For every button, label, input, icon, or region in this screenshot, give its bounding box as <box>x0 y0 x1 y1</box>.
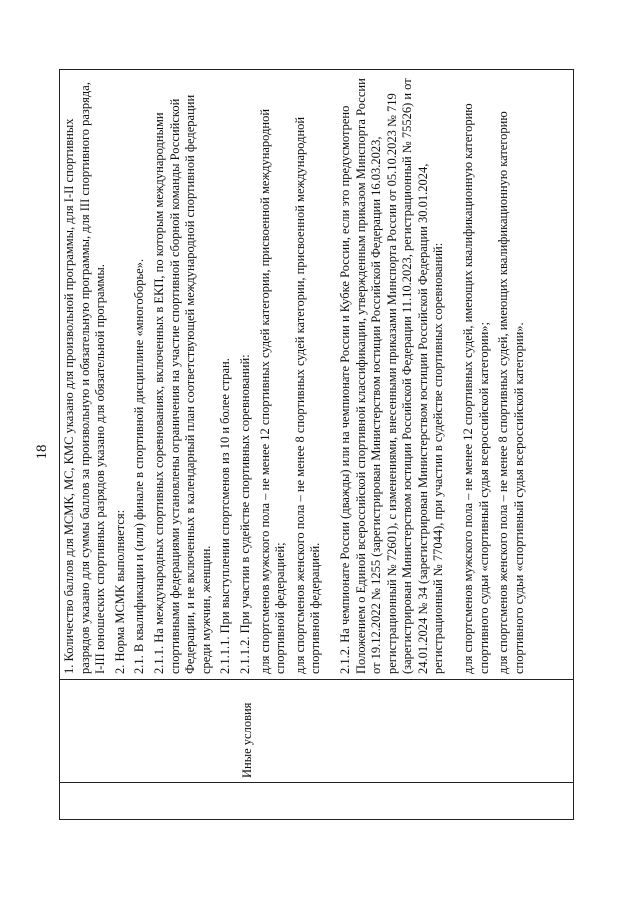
paragraph-4: 2.1.1. На международных спортивных соревнованиях, включенных в ЕКП, по которым международными спортивными федерациями установлены ограничения на участие спортивной сборной команды Российской Федерации, и не включенных в календарный план соответствующей международной спортивной федерации среди мужчин, женщин. <box>151 94 213 674</box>
paragraph-7: для спортсменов мужского пола – не менее 12 спортивных судей категории, присвоенной международной спортивной федерацией; <box>257 108 288 674</box>
paragraph-1: 1. Количество баллов для МСМК, МС, КМС указано для произвольной программы, для I-II спортивных разрядов указано для суммы баллов за произвольную и обязательную программы, для III спортивного разряда, I-III юношеских спортивных разрядов указано для обязательной программы. <box>62 81 108 674</box>
page-number: 18 <box>34 444 50 459</box>
paragraph-10: для спортсменов мужского пола – не менее 12 спортивных судей, имеющих квалификационную категорию спортивного судьи «спортивный судья всероссийской категории»; <box>461 102 491 674</box>
table-column-text <box>62 74 531 674</box>
paragraph-5: 2.1.1.1. При выступлении спортсменов из 10 и более стран. <box>218 357 233 674</box>
paragraph-11: для спортсменов женского пола – не менее 8 спортивных судей, имеющих квалификационную категорию спортивного судьи «спортивный судья всероссийской категории». <box>496 110 526 674</box>
rotated-landscape-page <box>34 69 600 835</box>
table-column-label <box>60 679 573 783</box>
paragraph-8: для спортсменов женского пола – не менее 8 спортивных судей категории, присвоенной международной спортивной федерацией. <box>292 116 323 674</box>
table-column-number <box>60 782 573 819</box>
conditions-table <box>59 69 574 820</box>
paragraph-2: 2. Норма МСМК выполняется: <box>112 509 127 674</box>
paragraph-3: 2.1. В квалификации и (или) финале в спортивной дисциплине «многоборье». <box>132 258 147 674</box>
row-label: Иные условия <box>240 702 254 778</box>
paragraph-6: 2.1.1.2. При участии в судействе спортивных соревнований: <box>237 353 252 674</box>
paragraph-9: 2.1.2. На чемпионате России (дважды) или на чемпионате России и Кубке России, если это предусмотрено Положением о Единой всероссийской спортивной классификации, утвержденным приказом Минспорта России от 19.12.2022 № 1255 (зарегистрирован Министерством юстиции Российской Федерации 16.03.2023, регистрационный № 72601), с изменениями, внесенными приказами Минспорта России от 05.10.2023 № 719 (зарегистрирован Министерством юстиции Российской Федерации 11.10.2023, регистрационный № 75526) и от 24.01.2024 № 34 (зарегистрирован Министерством юстиции Российской Федерации 30.01.2024, регистрационный № 77044), при участии в судействе спортивных соревнований: <box>337 77 446 674</box>
